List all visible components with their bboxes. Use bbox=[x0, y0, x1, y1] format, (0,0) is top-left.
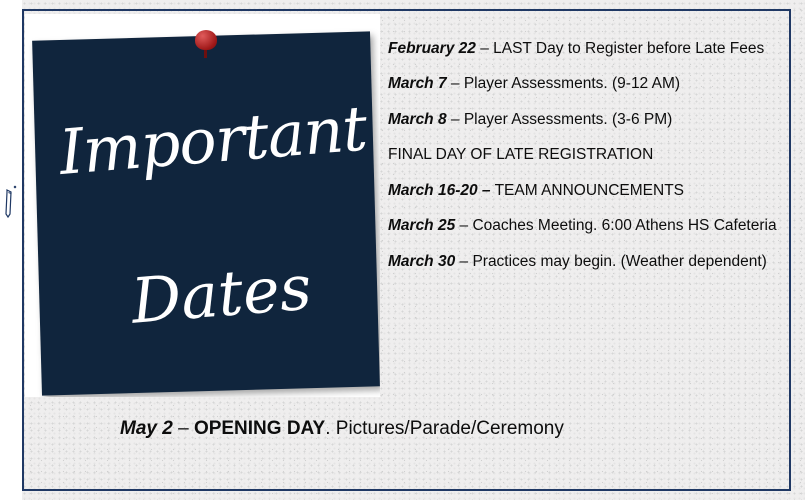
date-description: Coaches Meeting. 6:00 Athens HS Cafeteria bbox=[472, 217, 777, 235]
date-separator: – bbox=[446, 110, 464, 128]
date-label: March 7 bbox=[388, 75, 447, 93]
date-label: March 16-20 – bbox=[388, 181, 491, 199]
list-item bbox=[388, 180, 788, 202]
date-description: FINAL DAY OF LATE REGISTRATION bbox=[388, 146, 654, 164]
date-label: May 2 bbox=[120, 418, 173, 439]
note-subtitle: Dates bbox=[128, 250, 315, 338]
note-title: Important bbox=[56, 91, 370, 190]
date-label: March 25 bbox=[388, 217, 456, 235]
date-separator: – bbox=[446, 75, 464, 93]
opening-day-line bbox=[120, 418, 564, 440]
date-separator: – bbox=[455, 252, 473, 270]
list-item bbox=[388, 73, 788, 95]
date-description: TEAM ANNOUNCEMENTS bbox=[494, 181, 685, 199]
left-white-rail bbox=[0, 0, 22, 500]
push-pin-icon bbox=[193, 30, 219, 56]
opening-day-label: OPENING DAY bbox=[193, 418, 326, 439]
date-label: March 30 bbox=[388, 252, 456, 270]
important-dates-image bbox=[25, 14, 380, 397]
date-separator: – bbox=[455, 217, 473, 235]
date-description: Practices may begin. (Weather dependent) bbox=[472, 252, 767, 270]
pen-icon bbox=[4, 184, 20, 224]
date-description: Player Assessments. (9-12 AM) bbox=[463, 75, 681, 93]
date-label: February 22 bbox=[388, 40, 476, 57]
dates-list bbox=[388, 38, 788, 286]
sticky-note bbox=[32, 31, 380, 395]
date-description: Player Assessments. (3-6 PM) bbox=[463, 110, 673, 128]
date-separator: – bbox=[172, 418, 194, 439]
list-item bbox=[388, 144, 788, 166]
date-separator: – bbox=[475, 40, 494, 57]
list-item bbox=[388, 38, 788, 60]
opening-day-description: . Pictures/Parade/Ceremony bbox=[325, 418, 564, 439]
list-item bbox=[388, 109, 788, 131]
date-description: LAST Day to Register before Late Fees bbox=[493, 40, 765, 57]
date-label: March 8 bbox=[388, 110, 447, 128]
list-item bbox=[388, 215, 788, 237]
list-item bbox=[388, 251, 788, 273]
